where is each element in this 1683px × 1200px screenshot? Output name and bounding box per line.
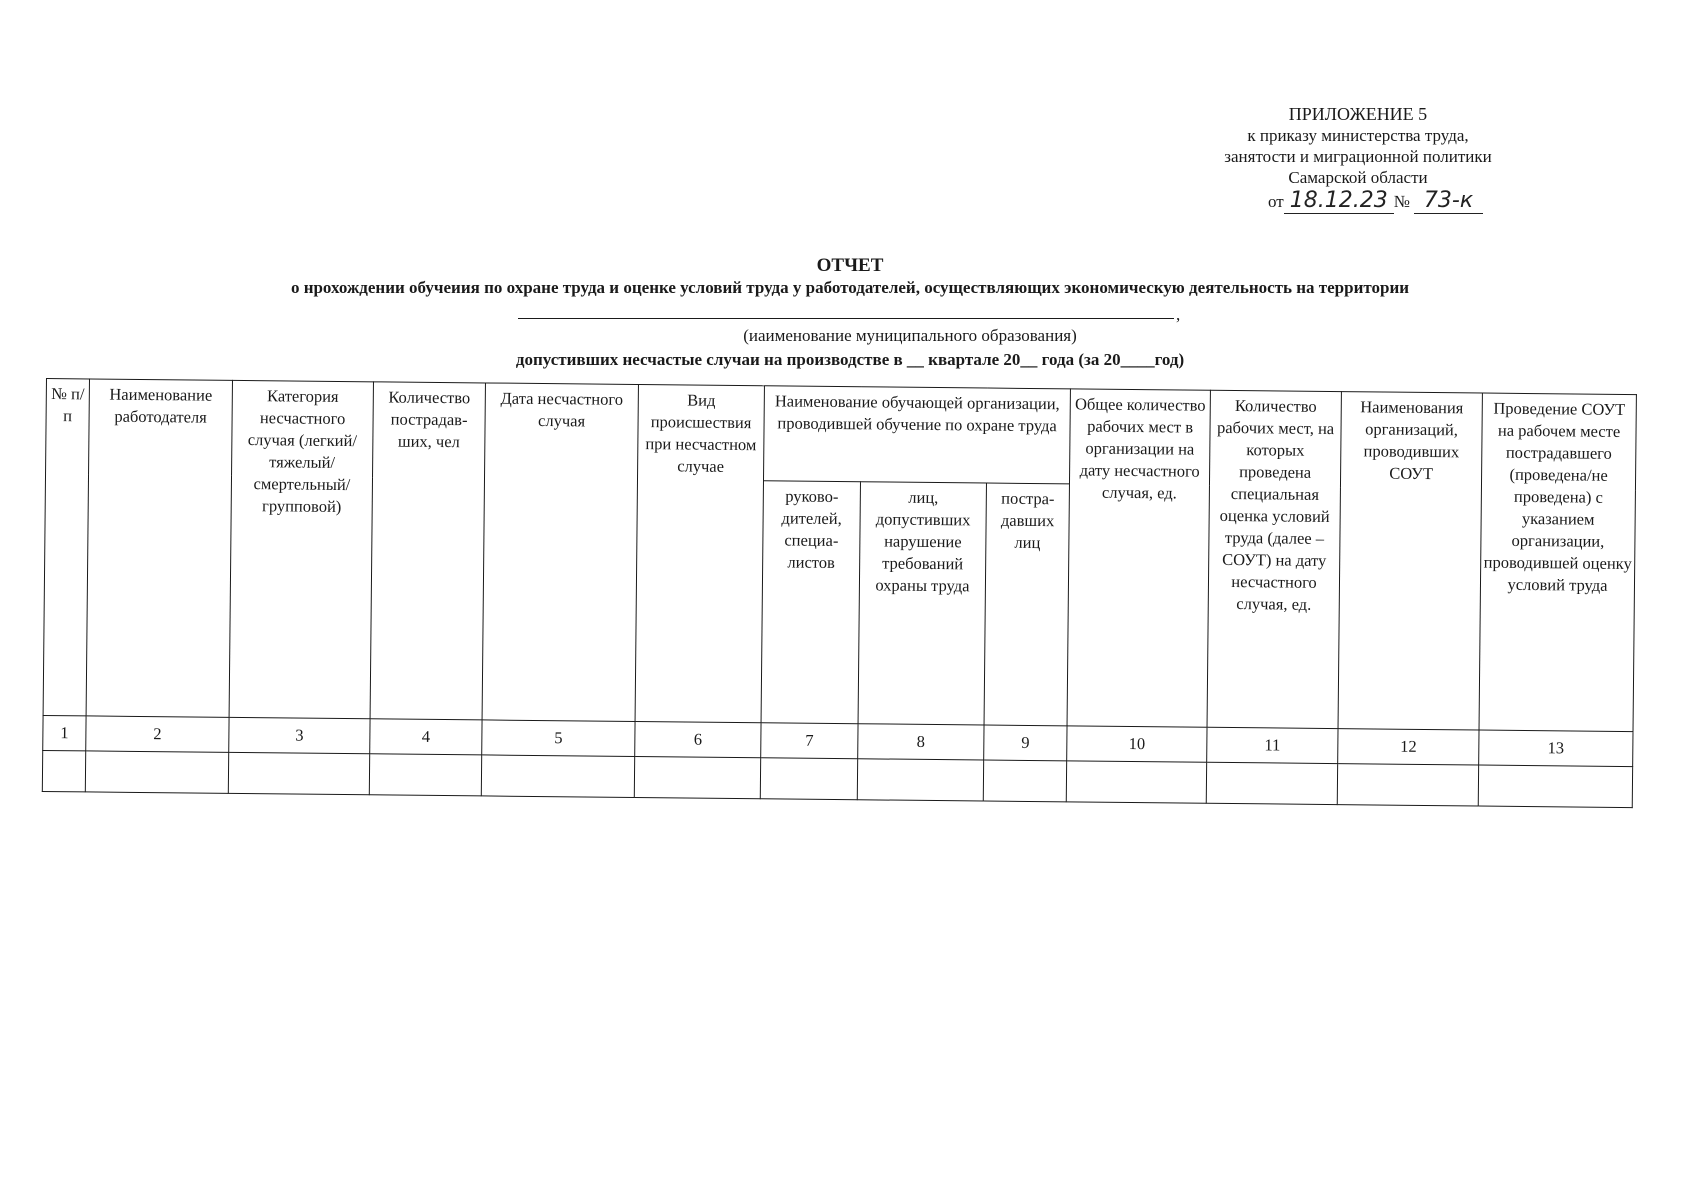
table-cell: [760, 758, 857, 800]
table-cell: [1066, 761, 1206, 803]
order-number-prefix: №: [1393, 192, 1410, 211]
column-number: 9: [984, 725, 1067, 761]
table-cell: [1337, 764, 1478, 806]
column-number: 10: [1067, 726, 1207, 762]
column-number: 8: [858, 724, 984, 760]
column-number: 3: [229, 717, 370, 753]
municipality-blank-line: [518, 318, 1174, 319]
handwritten-date: 18.12.23: [1284, 188, 1394, 214]
header-row-main: [46, 379, 1637, 490]
appendix-line-1: к приказу министерства труда,: [1247, 126, 1469, 145]
municipality-caption: (иаименование муниципального образования): [743, 326, 1077, 345]
report-heading: [180, 255, 1520, 299]
table-cell: [634, 756, 760, 798]
table-cell: [369, 754, 481, 796]
column-number: 6: [635, 721, 761, 757]
report-table: [42, 378, 1637, 808]
header-col-8: лиц, допустивших нарушение требований охраны труда: [858, 482, 986, 725]
column-number: 12: [1338, 729, 1479, 765]
handwritten-number: 73-к: [1414, 188, 1483, 214]
header-col-1: № п/п: [43, 379, 89, 716]
header-col-9: постра-давших лиц: [984, 483, 1069, 726]
appendix-title: ПРИЛОЖЕНИЕ 5: [1288, 104, 1428, 124]
table-cell: [42, 750, 85, 791]
table-cell: [228, 752, 369, 794]
header-col-11: Количество рабочих мест, на которых проведена специальная оценка условий труда (далее – СОУТ) на дату несчастного случая, ед.: [1207, 390, 1341, 728]
table-cell: [85, 751, 228, 793]
period-line: допустивших несчастые случаи на производстве в __ квартале 20__ года (за 20____год): [515, 350, 1185, 369]
header-col-6: Вид происшествия при несчастном случае: [635, 384, 764, 722]
header-col-4: Количество пострадав-ших, чел: [370, 382, 485, 720]
table-cell: [1206, 762, 1337, 804]
appendix-block: [1168, 104, 1548, 188]
header-col-2: Наименование работодателя: [86, 379, 232, 717]
report-title: ОТЧЕТ: [816, 255, 884, 276]
order-from-prefix: от: [1268, 192, 1284, 211]
header-col-10: Общее количество рабочих мест в организации на дату несчастного случая, ед.: [1067, 389, 1210, 727]
header-col-7: руково-дителей, специа-листов: [761, 481, 860, 724]
report-subtitle: о нрохождении обучеиия по охране труда и оценке условий труда у работодателей, осуществляющих экономическую деятельность на территории: [290, 278, 1410, 297]
blank-comma: ,: [1176, 305, 1181, 324]
table-cell: [1478, 765, 1632, 808]
appendix-line-2: занятости и миграционной политики: [1224, 147, 1492, 166]
column-number: 4: [370, 719, 482, 755]
appendix-line-3: Самарской области: [1288, 168, 1428, 187]
header-col-13: Проведение СОУТ на рабочем месте пострадавшего (проведена/не проведена) с указанием организации, проводившей оценку условий труда: [1479, 393, 1636, 732]
header-col-5: Дата несчастного случая: [482, 383, 638, 722]
header-col-12: Наименования организаций, проводивших СОУТ: [1338, 392, 1482, 730]
column-number: 2: [86, 716, 229, 752]
column-number: 1: [43, 715, 86, 750]
header-col-3: Категория несчастного случая (легкий/ тяжелый/ смертельный/ групповой): [229, 380, 373, 718]
column-number: 7: [761, 723, 858, 759]
column-number: 13: [1479, 730, 1633, 767]
report-table-wrapper: [42, 378, 1636, 808]
column-number: 5: [482, 720, 635, 757]
order-date-number: [1268, 188, 1483, 214]
table-cell: [481, 755, 634, 798]
column-number: 11: [1207, 727, 1338, 763]
table-cell: [983, 760, 1066, 802]
table-cell: [857, 759, 983, 801]
header-group-training-org: Наименование обучающей организации, проводившей обучение по охране труда: [763, 386, 1070, 484]
